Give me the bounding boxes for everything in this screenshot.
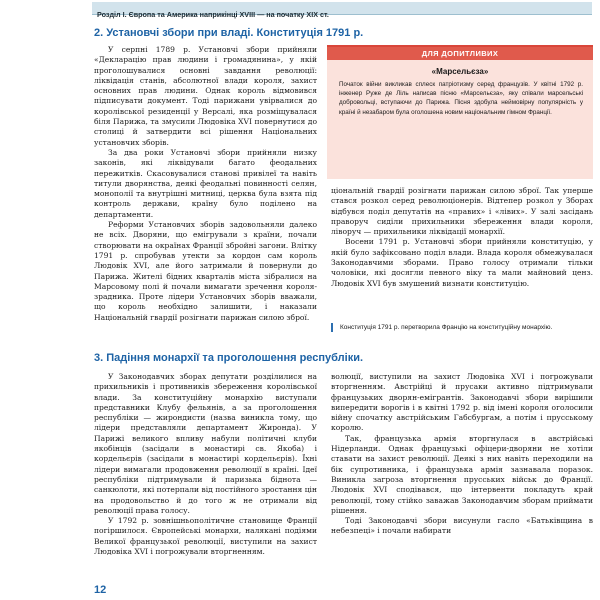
section-3-left-column [94, 372, 317, 578]
page-number: 12 [94, 584, 107, 596]
paragraph: За два роки Установчі збори прийняли низку законів, які ліквідували багато феодальних пережитків. Скасовувалися станові привілеї та навіть титули дворянства, деякі феодальні повинності селян, монополії та внутрішні митниці, церква була взята під контроль держави, країну було поділено на департаменти. [94, 147, 317, 219]
paragraph: У серпні 1789 р. Установчі збори прийняли «Декларацію прав людини і громадянина», у якій проголошувалися основні завдання революції: ліквідація станів, абсолютної влади короля, захист основних прав людини. Однак король відмовився підписувати документ. Тоді парижани увірвалися до королівської резиденції у Версалі, яка розміщувалася біля Парижа, та змусили Людовіка XVI повернутися до столиці й затвердити всі рішення Національних установчих зборів. [94, 45, 317, 147]
sidebar-header: ДЛЯ ДОПИТЛИВИХ [327, 47, 593, 60]
section-2-right-column [331, 186, 593, 314]
section-2-title: 2. Установчі збори при владі. Конституція 1791 р. [94, 27, 364, 39]
section-3-right-column [331, 372, 593, 578]
section-2-left-column [94, 45, 317, 345]
paragraph: волюції, виступили на захист Людовіка XVI і погрожували вторгненням. Австрійці й прусаки активно підтримували французьких дворян-емігрантів. Законодавчі збори вирішили випередити ворогів і в квітні 1792 р. від імені короля оголосили війну спочатку австрійським Габсбургам, а потім і прусському королю. [331, 372, 593, 433]
paragraph: Тоді Законодавчі збори висунули гасло «Батьківщина в небезпеці» і почали набирати [331, 516, 593, 536]
constitution-note: Конституція 1791 р. перетворила Францію на конституційну монархію. [331, 323, 598, 332]
curious-sidebar-box [327, 45, 593, 179]
running-header [92, 2, 592, 19]
paragraph: Реформи Установчих зборів задовольняли далеко не всіх. Дворяни, що емігрували з країни, почали створювати на окраїнах Франції збройні загони. Влітку 1791 р. спробував утекти за кордон сам король Людовік XVI, але його затримали й повернули до Парижа. Жителі бідних кварталів міста зібралися на Марсовому полі й почали вимагати зречення короля-зрадника. Проте лідери Установчих зборів вважали, що король необхідно залишити, і наказали Національній гвардії розігнати парижан силою зброї. [94, 220, 317, 322]
paragraph: У 1792 р. зовнішньополітичне становище Франції погіршилося. Європейські монархи, налякані подіями Великої французької революції, виступили на захист Людовіка XVI і погрожували вторгненням. [94, 516, 317, 557]
paragraph: У Законодавчих зборах депутати розділилися на прихильників і противників збереження королівської влади. За конституційну монархію виступали представники Клубу фельянів, а за проголошення республіки — жирондисти (назва виникла тому, що лідери представляли департамент Жиронда). У Парижі великого впливу набули політичні клуби якобінців (засідали в монастирі св. Якоба) і кордельєрів (засідали в монастирі кордельєрів). Їхні лідери вимагали продовження революції в країні. Ідеї республіки підтримували й паризька біднота — санкюлоти, які потерпали від постійного зростання цін на продовольство й до того ж не отримали від революції права голосу. [94, 372, 317, 515]
paragraph: ціональній гвардії розігнати парижан силою зброї. Так уперше стався розкол серед революціонерів. Відтепер розкол у Зборах відбувся поділ депутатів на «правих» і «лівих». У залі засідань праворуч сиділи прихильники збереження влади короля, ліворуч — прихильники ліквідації монархії. [331, 186, 593, 237]
paragraph: Восени 1791 р. Установчі збори прийняли конституцію, у якій було зафіксовано поділ влади. Влада короля обмежувалася Законодавчими зборами. Право голосу отримали тільки чоловіки, які досягли певного віку та мали майновий ценз. Людовік XVI був змушений визнати конституцію. [331, 237, 593, 288]
section-3-title: 3. Падіння монархії та проголошення республіки. [94, 352, 364, 364]
sidebar-text: Початок війни викликав сплеск патріотизму серед французів. У квітні 1792 р. інженер Руже де Ліль написав пісню «Марсельєза», яку співали марсельські добровольці, вступаючи до Парижа. Пісня здобула неймовірну популярність у країні й незабаром була оголошена новим національним гімном Франції. [339, 81, 583, 116]
sidebar-title: «Марсельєза» [431, 67, 489, 76]
paragraph: Так, французька армія вторгнулася в австрійські Нідерланди. Однак французькі офіцери-дворяни не хотіли ставати на захист революції. Деякі з них навіть переходили на бік супротивника, і французька армія зазнавала поразок. Виникла загроза вторгнення прусських військ до Франції. Людовік XVI сподівався, що інтервенти покладуть край революції, тому стійко заважав Законодавчим зборам приймати рішення. [331, 433, 593, 515]
running-header-text: Розділ I. Європа та Америка наприкінці XVIII — на початку XIX ст. [97, 10, 329, 19]
